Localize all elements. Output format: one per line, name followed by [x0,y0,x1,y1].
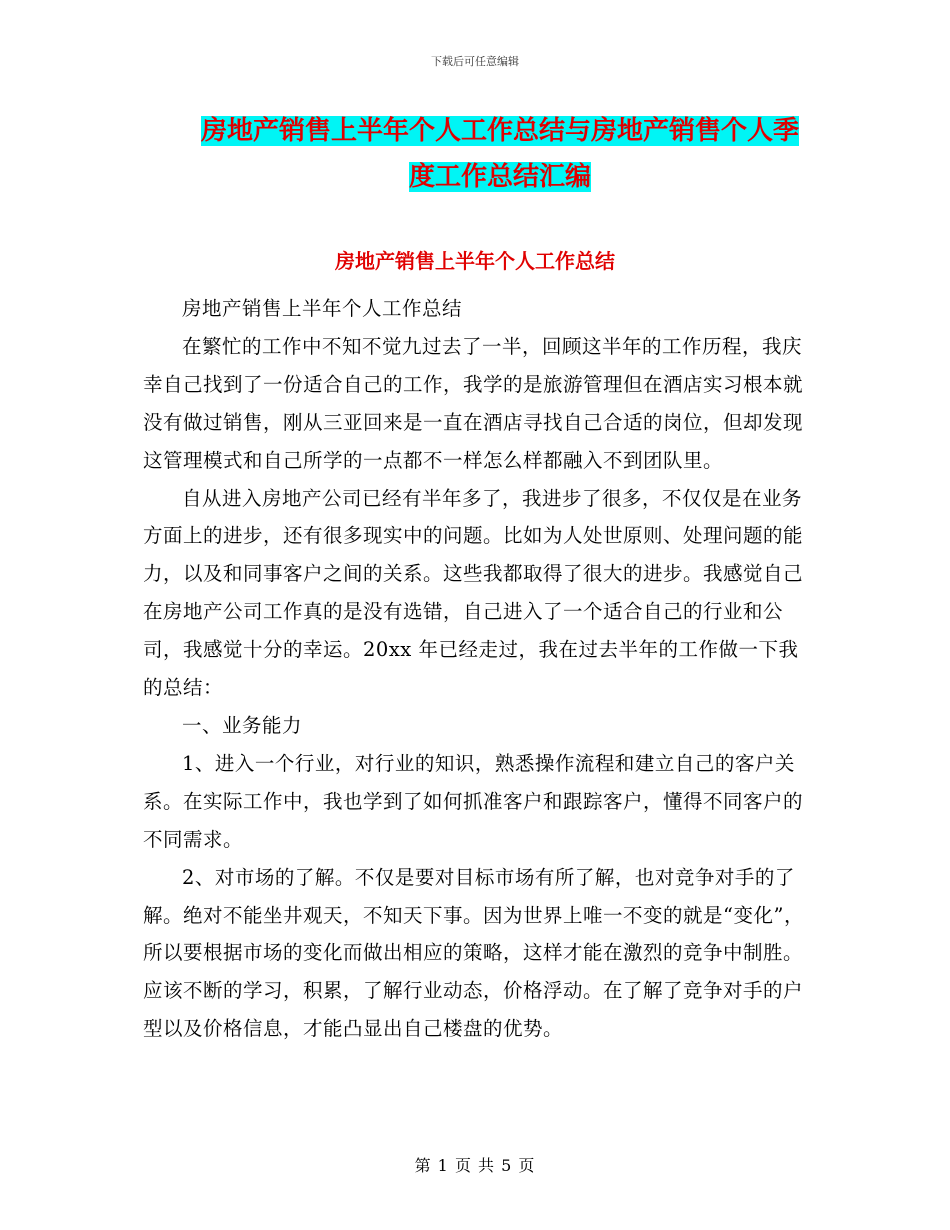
paragraph: 在繁忙的工作中不知不觉九过去了一半，回顾这半年的工作历程，我庆幸自己找到了一份适合自己的工作，我学的是旅游管理但在酒店实习根本就没有做过销售，刚从三亚回来是一直在酒店寻找自己合适的岗位，但却发现这管理模式和自己所学的一点都不一样怎么样都融入不到团队里。 [143,334,804,472]
paragraph: 2、对市场的了解。不仅是要对目标市场有所了解，也对竞争对手的了解。绝对不能坐井观天，不知天下事。因为世界上唯一不变的就是“变化”，所以要根据市场的变化而做出相应的策略，这样才能在激烈的竞争中制胜。应该不断的学习，积累，了解行业动态，价格浮动。在了解了竞争对手的户型以及价格信息，才能凸显出自己楼盘的优势。 [143,865,804,1041]
page-number: 第 1 页 共 5 页 [414,1156,536,1175]
paragraph: 房地产销售上半年个人工作总结 [182,297,463,320]
header-note: 下载后可任意编辑 [431,55,519,68]
document-body [143,290,806,1048]
paragraph: 自从进入房地产公司已经有半年多了，我进步了很多，不仅仅是在业务方面上的进步，还有很多现实中的问题。比如为人处世原则、处理问题的能力，以及和同事客户之间的关系。这些我都取得了很大的进步。我感觉自己在房地产公司工作真的是没有选错，自己进入了一个适合自己的行业和公司，我感觉十分的幸运。20xx 年已经走过，我在过去半年的工作做一下我的总结： [143,486,804,700]
document-title-line-1: 房地产销售上半年个人工作总结与房地产销售个人季 [200,116,799,146]
document-title [120,108,880,200]
paragraph: 一、业务能力 [182,713,303,737]
section-title: 房地产销售上半年个人工作总结 [335,249,615,273]
document-title-line-2: 度工作总结汇编 [408,162,591,192]
paragraph: 1、进入一个行业，对行业的知识，熟悉操作流程和建立自己的客户关系。在实际工作中，我也学到了如何抓准客户和跟踪客户，懂得不同客户的不同需求。 [143,751,804,851]
